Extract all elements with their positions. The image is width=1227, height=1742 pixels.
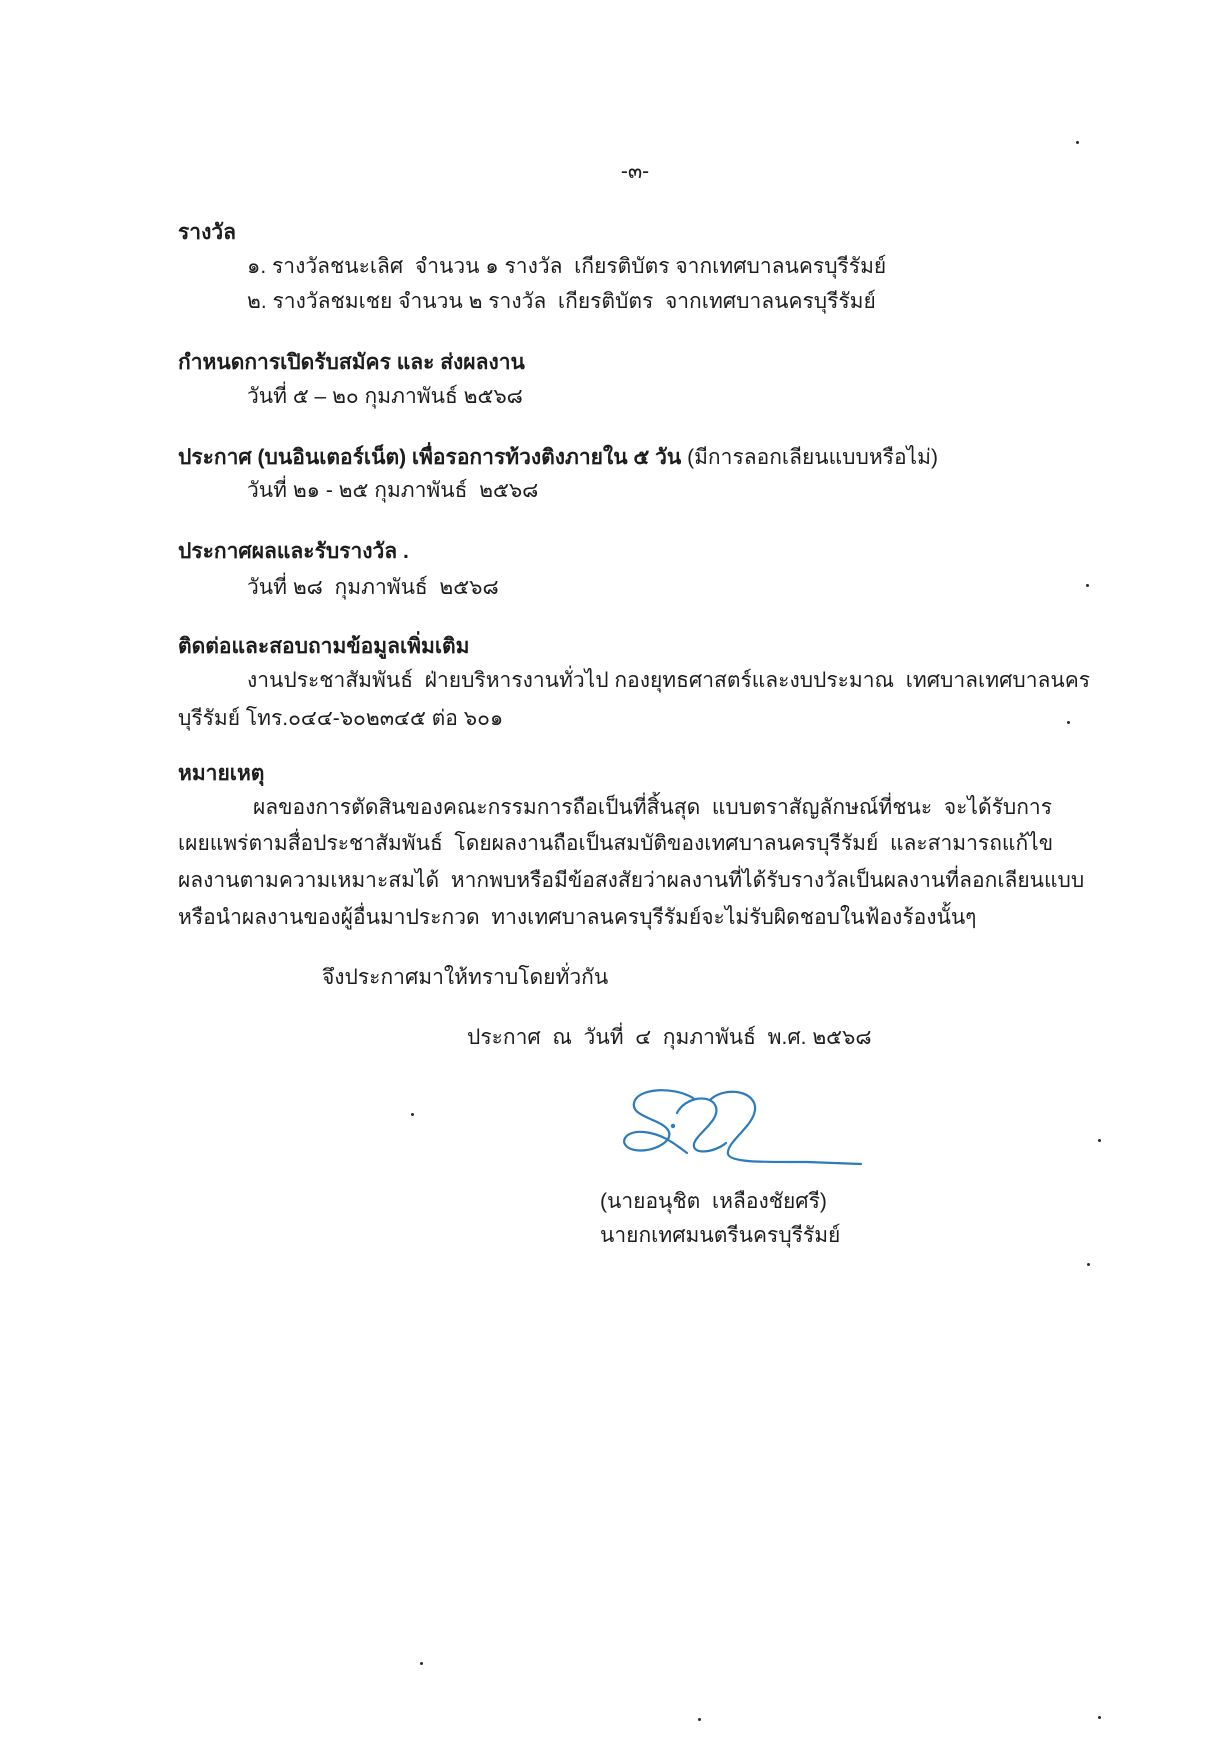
objection-heading-bold: ประกาศ (บนอินเตอร์เน็ต) เพื่อรอการท้วงติงภายใน ๕ วัน — [178, 446, 682, 469]
page-number: -๓- — [620, 160, 650, 183]
prize-item-honorable: ๒. รางวัลชมเชย จำนวน ๒ รางวัล เกียรติบัตร จากเทศบาลนครบุรีรัมย์ — [247, 290, 876, 313]
contact-line: บุรีรัมย์ โทร.๐๔๔-๖๐๒๓๔๕ ต่อ ๖๐๑ — [178, 707, 504, 730]
results-heading: ประกาศผลและรับรางวัล . — [178, 540, 409, 563]
contact-heading: ติดต่อและสอบถามข้อมูลเพิ่มเติม — [178, 635, 470, 658]
scan-speck — [1098, 1716, 1101, 1719]
scan-speck — [1087, 1263, 1090, 1266]
remarks-line: หรือนำผลงานของผู้อื่นมาประกวด ทางเทศบาลนครบุรีรัมย์จะไม่รับผิดชอบในฟ้องร้องนั้นๆ — [178, 906, 977, 929]
schedule-heading: กำหนดการเปิดรับสมัคร และ ส่งผลงาน — [178, 351, 525, 374]
closing-statement: จึงประกาศมาให้ทราบโดยทั่วกัน — [322, 966, 609, 989]
remarks-heading: หมายเหตุ — [178, 762, 265, 785]
scan-speck — [1067, 721, 1070, 724]
announcement-date: ประกาศ ณ วันที่ ๔ กุมภาพันธ์ พ.ศ. ๒๕๖๘ — [467, 1026, 872, 1049]
objection-heading — [178, 442, 1117, 474]
scan-speck — [1086, 584, 1089, 587]
scan-speck — [411, 1113, 414, 1116]
objection-date: วันที่ ๒๑ - ๒๕ กุมภาพันธ์ ๒๕๖๘ — [247, 479, 539, 502]
signature-icon — [615, 1082, 865, 1174]
signature-dot — [671, 1124, 675, 1128]
schedule-date: วันที่ ๕ – ๒๐ กุมภาพันธ์ ๒๕๖๘ — [247, 385, 523, 408]
signatory-name: (นายอนุชิต เหลืองชัยศรี) — [600, 1190, 827, 1213]
results-date: วันที่ ๒๘ กุมภาพันธ์ ๒๕๖๘ — [247, 576, 499, 599]
objection-heading-note: (มีการลอกเลียนแบบหรือไม่) — [681, 446, 938, 469]
signature-stroke — [677, 1098, 726, 1151]
scan-speck — [420, 1662, 423, 1665]
prize-item-first: ๑. รางวัลชนะเลิศ จำนวน ๑ รางวัล เกียรติบัตร จากเทศบาลนครบุรีรัมย์ — [247, 255, 887, 278]
scan-speck — [1076, 141, 1079, 144]
signatory-position: นายกเทศมนตรีนครบุรีรัมย์ — [600, 1224, 841, 1247]
contact-line: งานประชาสัมพันธ์ ฝ่ายบริหารงานทั่วไป กองยุทธศาสตร์และงบประมาณ เทศบาลเทศบาลนคร — [247, 669, 1091, 692]
prizes-heading: รางวัล — [178, 221, 236, 244]
signature-stroke — [624, 1090, 693, 1153]
remarks-line: เผยแพร่ตามสื่อประชาสัมพันธ์ โดยผลงานถือเป็นสมบัติของเทศบาลนครบุรีรัมย์ และสามารถแก้ไข — [178, 832, 1054, 855]
scan-speck — [698, 1718, 701, 1721]
signature-stroke — [711, 1092, 861, 1164]
remarks-line: ผลของการตัดสินของคณะกรรมการถือเป็นที่สิ้นสุด แบบตราสัญลักษณ์ที่ชนะ จะได้รับการ — [253, 796, 1052, 819]
remarks-line: ผลงานตามความเหมาะสมได้ หากพบหรือมีข้อสงสัยว่าผลงานที่ได้รับรางวัลเป็นผลงานที่ลอกเลียนแบบ — [178, 869, 1085, 892]
scan-speck — [1098, 1139, 1101, 1142]
